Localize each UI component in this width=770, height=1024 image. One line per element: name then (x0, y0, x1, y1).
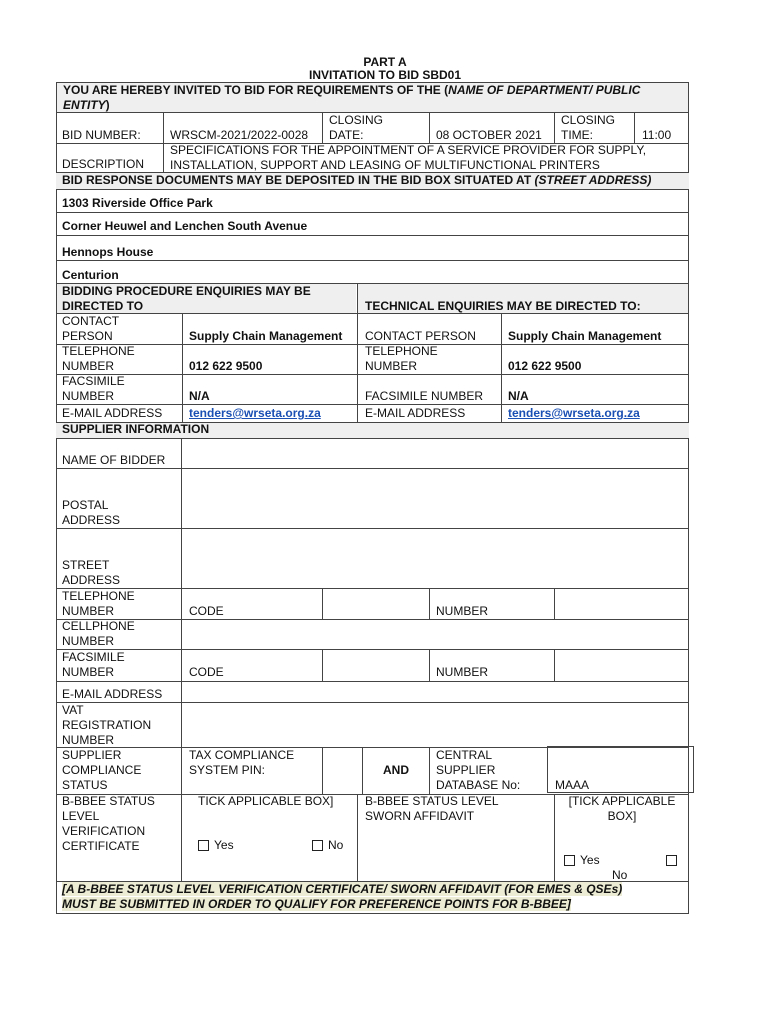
certificate-no-checkbox[interactable] (312, 840, 323, 851)
supplier-facsimile-label: FACSIMILE NUMBER (62, 650, 125, 679)
and-label: AND (383, 763, 409, 777)
csd-label: CENTRAL SUPPLIER DATABASE No: (436, 748, 521, 792)
cellphone-field[interactable] (182, 620, 688, 649)
tech-email-label: E-MAIL ADDRESS (365, 406, 466, 420)
closing-time-label: CLOSING TIME: (561, 113, 616, 142)
facsimile-code-label: CODE (189, 665, 224, 679)
facsimile-number-field[interactable] (555, 650, 688, 680)
tech-contact-person-label: CONTACT PERSON (365, 329, 476, 343)
technical-enquiries-heading: TECHNICAL ENQUIRIES MAY BE DIRECTED TO: (365, 299, 641, 313)
telephone-value: 012 622 9500 (189, 359, 263, 373)
tech-telephone-label: TELEPHONE NUMBER (365, 344, 438, 373)
vat-registration-field[interactable] (182, 703, 688, 747)
affidavit-no-checkbox-wrap[interactable] (666, 853, 682, 868)
supplier-email-label: E-MAIL ADDRESS (62, 687, 163, 701)
deposit-address-line: 1303 Riverside Office Park (62, 196, 213, 210)
supplier-email-field[interactable] (182, 682, 688, 702)
name-of-bidder-label: NAME OF BIDDER (62, 453, 166, 467)
csd-number-value: MAAA (555, 778, 590, 792)
facsimile-value: N/A (189, 389, 210, 403)
affidavit-no-checkbox[interactable] (666, 855, 677, 866)
tech-facsimile-value: N/A (508, 389, 529, 403)
bidding-enquiries-heading: BIDDING PROCEDURE ENQUIRIES MAY BE DIRECTED TO (62, 284, 311, 313)
deposit-address-line: Centurion (62, 268, 119, 282)
certificate-no-option[interactable]: No (312, 838, 343, 853)
bid-number-label: BID NUMBER: (62, 128, 141, 142)
invite-text: YOU ARE HEREBY INVITED TO BID FOR REQUIREMENTS OF THE (NAME OF DEPARTMENT/ PUBLIC ENTITY) (63, 83, 641, 112)
deposit-heading: BID RESPONSE DOCUMENTS MAY BE DEPOSITED IN THE BID BOX SITUATED AT (STREET ADDRESS) (62, 173, 652, 187)
tick-applicable-box-label-2: [TICK APPLICABLE BOX] (568, 794, 676, 823)
postal-address-field[interactable] (182, 469, 688, 528)
facsimile-code-field[interactable] (323, 650, 428, 680)
deposit-address-line: Hennops House (62, 245, 154, 259)
contact-person-label: CONTACT PERSON (62, 314, 120, 343)
bbbee-affidavit-label: B-BBEE STATUS LEVEL SWORN AFFIDAVIT (365, 794, 499, 823)
telephone-code-field[interactable] (323, 589, 428, 618)
affidavit-yes-option[interactable]: Yes (564, 853, 600, 868)
tick-applicable-box-label: TICK APPLICABLE BOX] (198, 794, 334, 808)
supplier-telephone-label: TELEPHONE NUMBER (62, 589, 135, 618)
certificate-yes-option[interactable]: Yes (198, 838, 234, 853)
tax-compliance-label: TAX COMPLIANCE SYSTEM PIN: (189, 748, 295, 777)
tax-compliance-pin-field[interactable] (323, 748, 362, 794)
form-title: INVITATION TO BID SBD01 (308, 68, 461, 82)
street-address-label: STREET ADDRESS (62, 558, 121, 587)
closing-date-value: 08 OCTOBER 2021 (436, 128, 542, 142)
closing-date-label: CLOSING DATE: (329, 113, 384, 142)
contact-person-value: Supply Chain Management (189, 329, 343, 343)
affidavit-yes-checkbox[interactable] (564, 855, 575, 866)
telephone-number-field[interactable] (555, 589, 688, 618)
description-label: DESCRIPTION (62, 157, 145, 171)
postal-address-label: POSTAL ADDRESS (62, 498, 121, 527)
street-address-field[interactable] (182, 529, 688, 588)
facsimile-label: FACSIMILE NUMBER (62, 374, 125, 403)
part-label: PART A (363, 55, 407, 69)
compliance-status-label: SUPPLIER COMPLIANCE STATUS (62, 748, 142, 792)
facsimile-number-label: NUMBER (436, 665, 489, 679)
bbbee-certificate-label: B-BBEE STATUS LEVEL VERIFICATION CERTIFICATE (62, 794, 155, 853)
closing-time-value: 11:00 (642, 128, 672, 142)
deposit-address-line: Corner Heuwel and Lenchen South Avenue (62, 219, 308, 233)
affidavit-no-label: No (612, 868, 628, 882)
certificate-yes-checkbox[interactable] (198, 840, 209, 851)
tech-facsimile-label: FACSIMILE NUMBER (365, 389, 484, 403)
supplier-heading: SUPPLIER INFORMATION (62, 422, 210, 436)
name-of-bidder-field[interactable] (182, 439, 688, 468)
cellphone-label: CELLPHONE NUMBER (62, 619, 135, 648)
tech-email-link[interactable]: tenders@wrseta.org.za (508, 406, 640, 420)
telephone-label: TELEPHONE NUMBER (62, 344, 135, 373)
telephone-code-label: CODE (189, 604, 224, 618)
vat-registration-label: VAT REGISTRATION NUMBER (62, 703, 152, 747)
telephone-number-label: NUMBER (436, 604, 489, 618)
bbbee-footer-note: [A B-BBEE STATUS LEVEL VERIFICATION CERTIFICATE/ SWORN AFFIDAVIT (FOR EMES & QSEs) MUST BE SUBMITTED IN ORDER TO QUALIFY FOR PREFERENCE POINTS FOR B-BBEE] (62, 882, 623, 911)
email-link[interactable]: tenders@wrseta.org.za (189, 406, 321, 420)
description-value: SPECIFICATIONS FOR THE APPOINTMENT OF A SERVICE PROVIDER FOR SUPPLY, INSTALLATION, SUPPORT AND LEASING OF MULTIFUNCTIONAL PRINTERS (170, 143, 647, 172)
email-label: E-MAIL ADDRESS (62, 406, 163, 420)
tech-contact-person-value: Supply Chain Management (508, 329, 662, 343)
tech-telephone-value: 012 622 9500 (508, 359, 582, 373)
bid-number-value: WRSCM-2021/2022-0028 (170, 128, 309, 142)
